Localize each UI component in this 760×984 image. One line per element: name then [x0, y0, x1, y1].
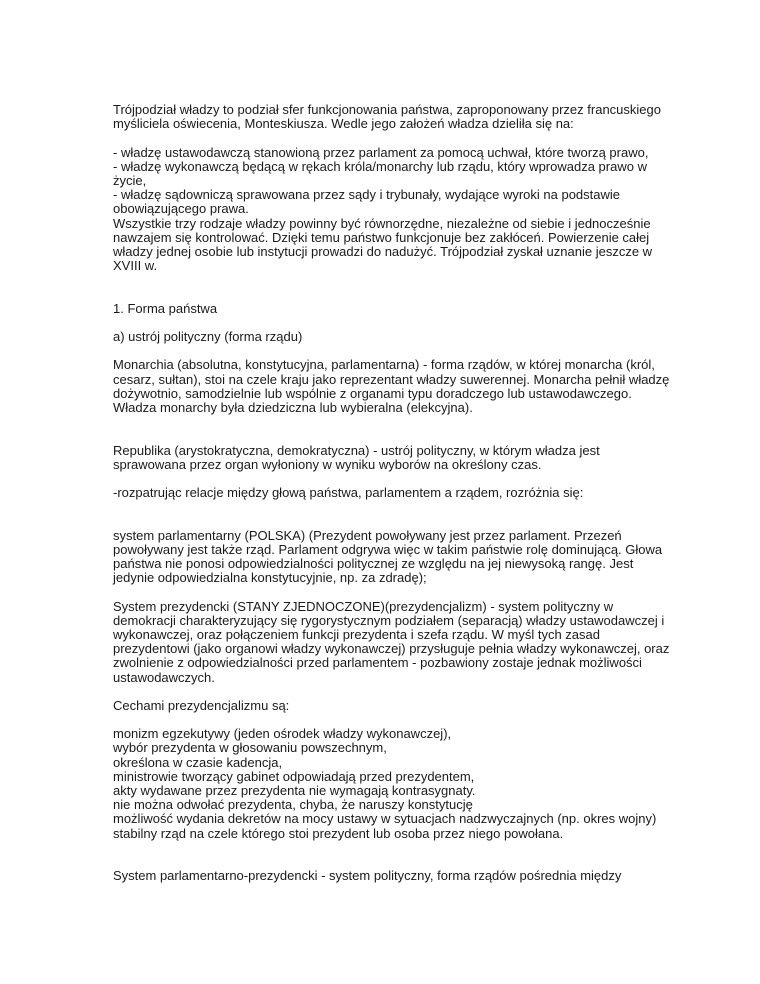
text-line: obowiązującego prawa.	[113, 201, 249, 217]
text-line: życie,	[113, 172, 147, 188]
semi-presidential-line: System parlamentarno-prezydencki - system polityczny, forma rządów pośrednia między	[113, 868, 622, 884]
list-item: możliwość wydania dekretów na mocy ustawy w sytuacjach nadzwyczajnych (np. okres wojny)	[113, 811, 657, 827]
features-list	[113, 726, 657, 841]
text-line: ustawodawczych.	[113, 669, 215, 685]
list-item: wybór prezydenta w głosowaniu powszechnym,	[113, 740, 387, 756]
powers-paragraph	[113, 144, 653, 274]
text-line: cesarz, sułtan), stoi na czele kraju jako reprezentant władzy suwerennej. Monarcha pełnił władzę	[113, 371, 670, 387]
text-line: powoływany jest także rząd. Parlament odgrywa więc w takim państwie rolę dominującą. Głowa	[113, 541, 663, 557]
text-line: wykonawczej, oraz połączeniem funkcji prezydenta i szefa rządu. W myśl tych zasad	[113, 626, 600, 642]
features-heading: Cechami prezydencjalizmu są:	[113, 697, 290, 713]
text-line: Władza monarchy była dziedziczna lub wybieralna (elekcyjna).	[113, 399, 473, 415]
text-line: prezydentowi (jako organowi władzy wykonawczej) przysługuje pełnia władzy wykonawczej, oraz	[113, 641, 670, 657]
text-line: Republika (arystokratyczna, demokratyczna) - ustrój polityczny, w którym władza jest	[113, 442, 600, 458]
text-line: - władzę sądowniczą sprawowana przez sądy i trybunały, wydające wyroki na podstawie	[113, 187, 620, 203]
list-item: monizm egzekutywy (jeden ośrodek władzy wykonawczej),	[113, 726, 452, 742]
relations-line: -rozpatrując relacje między głową państwa, parlamentem a rządem, rozróżnia się:	[113, 485, 584, 501]
republic-paragraph	[113, 444, 643, 472]
parliamentary-paragraph	[113, 527, 663, 586]
text-line: Monarchia (absolutna, konstytucyjna, parlamentarna) - forma rządów, w której monarcha (król,	[113, 357, 655, 373]
intro-paragraph	[113, 102, 661, 132]
text-line: myśliciela oświecenia, Monteskiusza. Wedle jego założeń władza dzieliła się na:	[113, 116, 574, 132]
list-item: akty wydawane przez prezydenta nie wymagają kontrasygnaty.	[113, 783, 476, 799]
text-line: Trójpodział władzy to podział sfer funkcjonowania państwa, zaproponowany przez francuskiego	[113, 102, 661, 117]
text-line: jedynie odpowiedzialna konstytucyjnie, np. za zdradę);	[113, 570, 427, 586]
text-line: dożywotnio, samodzielnie lub wspólnie z organami typu doradczego lub ustawodawczego.	[113, 385, 632, 401]
text-line: demokracji charakteryzujący się rygorystycznym podziałem (separacją) władzy ustawodawczej i	[113, 612, 665, 628]
list-item: nie można odwołać prezydenta, chyba, że naruszy konstytucję	[113, 797, 473, 813]
text-line: sprawowana przez organ wyłoniony w wyniku wyborów na określony czas.	[113, 456, 542, 472]
text-line: władzy jednej osobie lub instytucji prowadzi do nadużyć. Trójpodział zyskał uznanie jeszcze w	[113, 243, 653, 259]
text-line: - władzę wykonawczą będącą w rękach króla/monarchy lub rządu, który wprowadza prawo w	[113, 158, 647, 174]
text-line: - władzę ustawodawczą stanowioną przez parlament za pomocą uchwał, które tworzą prawo,	[113, 144, 649, 160]
monarchy-paragraph	[113, 357, 670, 415]
text-line: System prezydencki (STANY ZJEDNOCZONE)(prezydencjalizm) - system polityczny w	[113, 598, 614, 614]
text-line: nawzajem się kontrolować. Dzięki temu państwo funkcjonuje bez zakłóceń. Powierzenie całej	[113, 229, 650, 245]
presidential-paragraph	[113, 598, 670, 685]
text-line: państwa nie ponosi odpowiedzialności politycznej ze względu na jej niewysoką rangę. Jest	[113, 556, 634, 572]
list-item: stabilny rząd na czele którego stoi prezydent lub osoba przez niego powołana.	[113, 825, 564, 841]
document-page	[113, 102, 670, 884]
list-item: określona w czasie kadencja,	[113, 754, 283, 770]
section-heading: 1. Forma państwa	[113, 300, 218, 316]
section-subheading: a) ustrój polityczny (forma rządu)	[113, 329, 303, 345]
text-line: XVIII w.	[113, 258, 158, 274]
text-line: zwolnienie z odpowiedzialności przed parlamentem - pozbawiony zostaje jednak możliwości	[113, 655, 642, 671]
text-line: Wszystkie trzy rodzaje władzy powinny być równorzędne, niezależne od siebie i jednocześnie	[113, 215, 651, 231]
list-item: ministrowie tworzący gabinet odpowiadają przed prezydentem,	[113, 768, 475, 784]
text-line: system parlamentarny (POLSKA) (Prezydent powoływany jest przez parlament. Przezeń	[113, 527, 622, 543]
